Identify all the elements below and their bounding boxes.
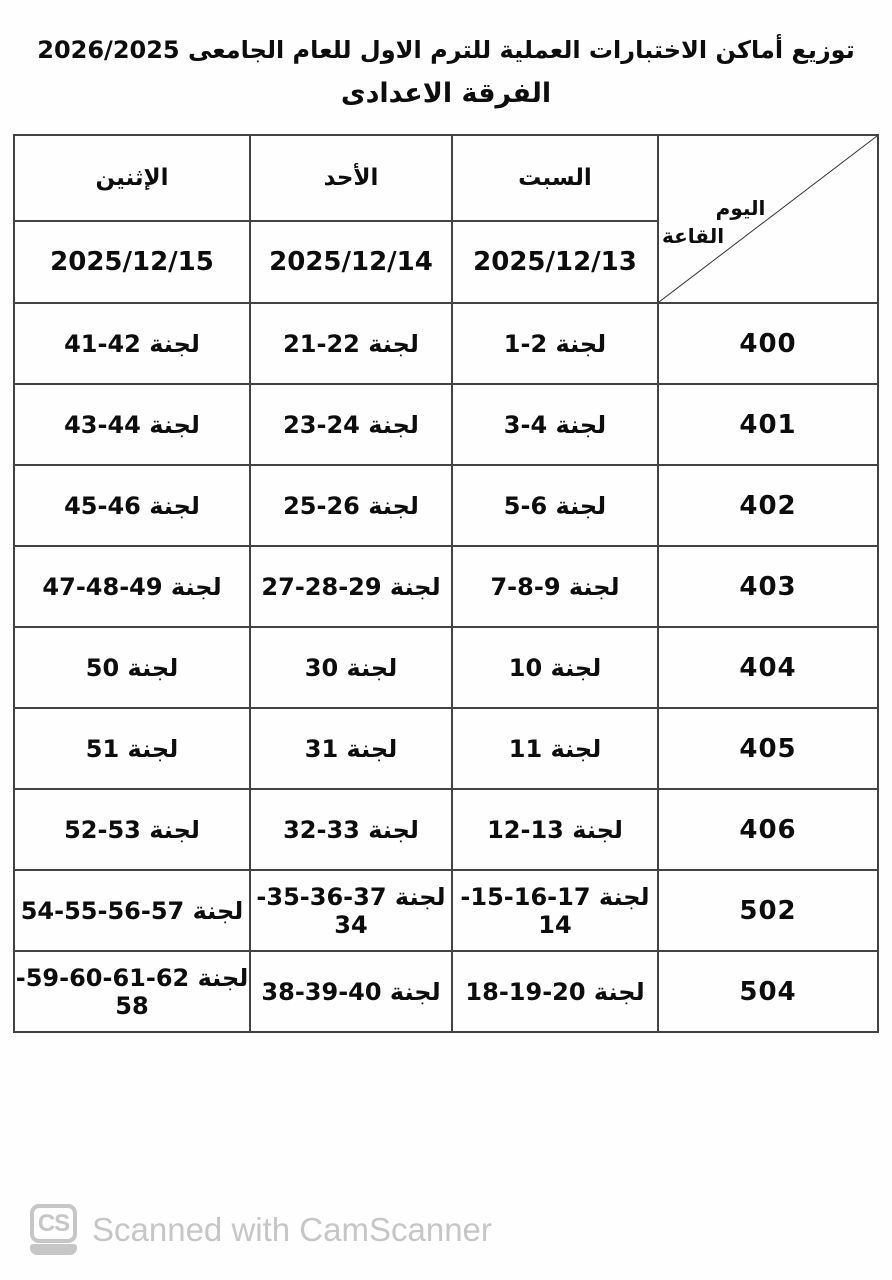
committee-cell: لجنة 31 [250, 708, 452, 789]
room-number: 405 [658, 708, 878, 789]
committee-cell: لجنة 42-41 [14, 303, 250, 384]
date-header-sunday: 2025/12/14 [250, 221, 452, 303]
cs-icon-frame: CS [30, 1204, 77, 1243]
committee-cell: لجنة 22-21 [250, 303, 452, 384]
committee-cell: لجنة 30 [250, 627, 452, 708]
committee-cell: لجنة 6-5 [452, 465, 658, 546]
committee-cell: لجنة 4-3 [452, 384, 658, 465]
room-number: 504 [658, 951, 878, 1032]
committee-cell: لجنة 46-45 [14, 465, 250, 546]
committee-cell: لجنة 44-43 [14, 384, 250, 465]
committee-cell: لجنة 50 [14, 627, 250, 708]
table-row [14, 708, 878, 789]
camscanner-watermark-text: Scanned with CamScanner [92, 1210, 492, 1248]
committee-cell: لجنة 2-1 [452, 303, 658, 384]
committee-cell: لجنة 9-8-7 [452, 546, 658, 627]
exam-locations-table [13, 134, 879, 1033]
committee-cell: لجنة 17-16-15-14 [452, 870, 658, 951]
date-header-monday: 2025/12/15 [14, 221, 250, 303]
day-header-monday: الإثنين [14, 135, 250, 221]
committee-cell: لجنة 51 [14, 708, 250, 789]
table-row [14, 627, 878, 708]
committee-cell: لجنة 33-32 [250, 789, 452, 870]
committee-cell: لجنة 13-12 [452, 789, 658, 870]
diagonal-divider-line [659, 136, 877, 302]
date-header-saturday: 2025/12/13 [452, 221, 658, 303]
room-number: 401 [658, 384, 878, 465]
corner-room-label: القاعة [662, 223, 725, 248]
committee-cell: لجنة 11 [452, 708, 658, 789]
committee-cell: لجنة 40-39-38 [250, 951, 452, 1032]
table-row [14, 789, 878, 870]
room-number: 502 [658, 870, 878, 951]
committee-cell: لجنة 53-52 [14, 789, 250, 870]
day-header-sunday: الأحد [250, 135, 452, 221]
table-row [14, 384, 878, 465]
table-row [14, 870, 878, 951]
document-subtitle: الفرقة الاعدادى [340, 78, 552, 109]
cs-icon-bar [30, 1244, 77, 1255]
committee-cell: لجنة 20-19-18 [452, 951, 658, 1032]
room-number: 403 [658, 546, 878, 627]
committee-cell: لجنة 26-25 [250, 465, 452, 546]
camscanner-watermark [30, 1204, 492, 1255]
room-number: 404 [658, 627, 878, 708]
committee-cell: لجنة 29-28-27 [250, 546, 452, 627]
document-title: توزيع أماكن الاختبارات العملية للترم الاول للعام الجامعى 2026/2025 [37, 36, 855, 64]
table-row [14, 303, 878, 384]
corner-day-label: اليوم [715, 195, 766, 220]
table-row [14, 546, 878, 627]
camscanner-cs-icon [30, 1204, 77, 1255]
committee-cell: لجنة 10 [452, 627, 658, 708]
header-row-days [14, 135, 878, 221]
committee-cell: لجنة 57-56-55-54 [14, 870, 250, 951]
room-number: 402 [658, 465, 878, 546]
day-header-saturday: السبت [452, 135, 658, 221]
corner-cell-day-room [658, 135, 878, 303]
committee-cell: لجنة 37-36-35-34 [250, 870, 452, 951]
table-row [14, 951, 878, 1032]
committee-cell: لجنة 62-61-60-59-58 [14, 951, 250, 1032]
committee-cell: لجنة 49-48-47 [14, 546, 250, 627]
room-number: 406 [658, 789, 878, 870]
committee-cell: لجنة 24-23 [250, 384, 452, 465]
table-row [14, 465, 878, 546]
room-number: 400 [658, 303, 878, 384]
